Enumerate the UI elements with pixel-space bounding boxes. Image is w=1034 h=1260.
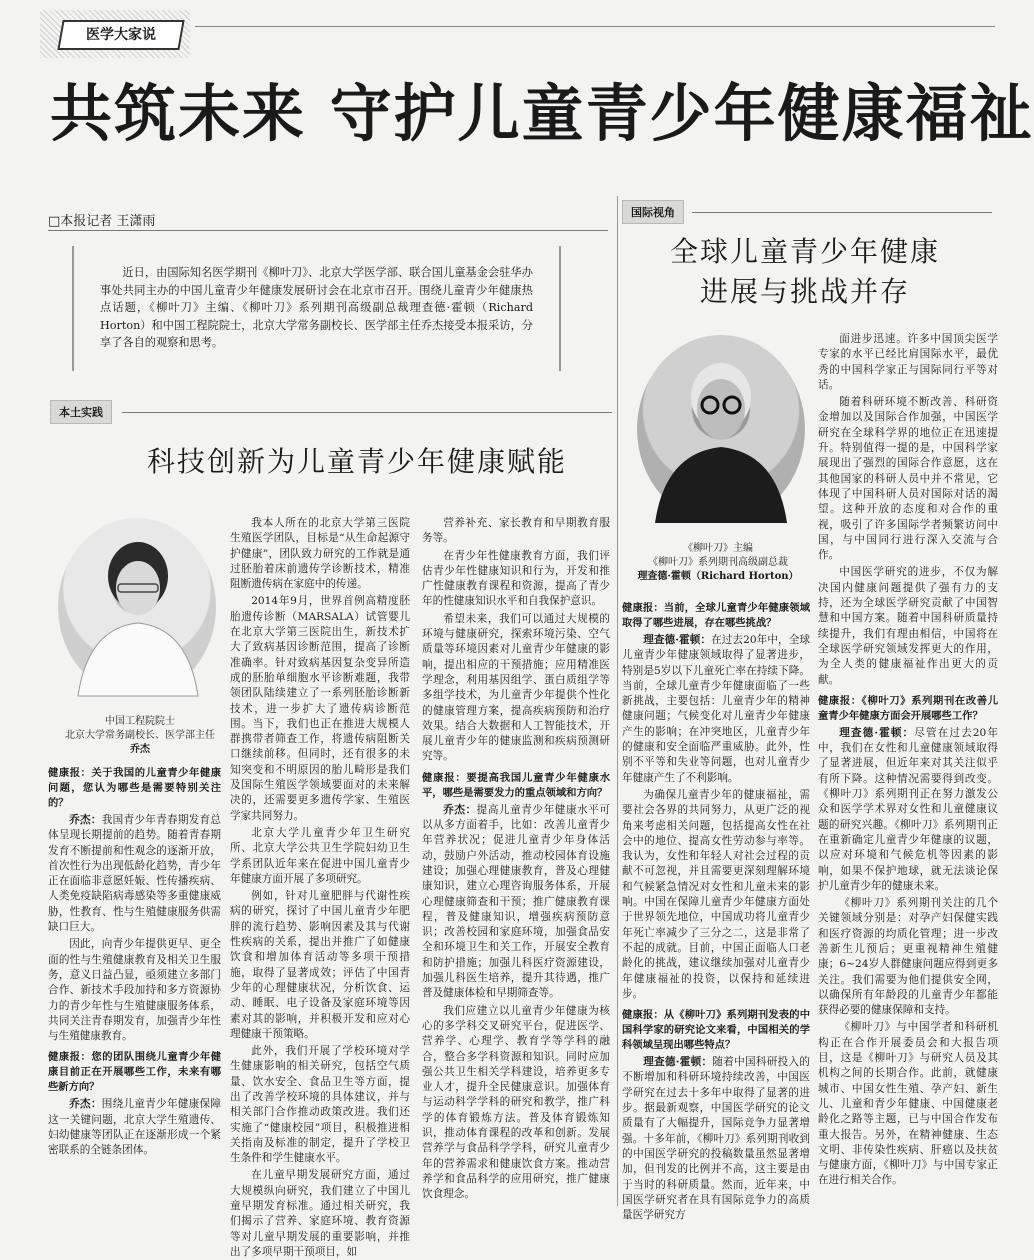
paragraph: 例如，针对儿童肥胖与代谢性疾病的研究，探讨了中国儿童青少年肥胖的流行趋势、影响因素及其与代谢性疾病的关系，提出并推广了如健康饮食和增加体育活动等多项干预措施，取得了显著成效；评估了中国青少年的心理健康状况，分析饮食、运动、睡眠、电子设备及家庭环境等因素对其的影响，并积极开发和应对心理健康干预策略。 [230, 890, 410, 1040]
paragraph: 在青少年性健康教育方面，我们评估青少年性健康知识和行为，开发和推广性健康教育课程和资源，提高了青少年的性健康知识水平和自我保护意识。 [422, 549, 610, 608]
portrait-caption-horton [618, 542, 818, 584]
section-title-local: 科技创新为儿童青少年健康赋能 [146, 445, 567, 478]
answer-text: 尽管在过去20年中，我们在女性和儿童健康领域取得了显著进展，但近年来对其关注似乎有所下降。这种情况需要得到改变。《柳叶刀》系列期刊正在努力激发公众和医学学术界对女性和儿童健康议题的研究兴趣。《柳叶刀》系列期刊正在重新确定儿童青少年健康的议题，以应对环境和气候危机等因素的影响，如果不保护地球，就无法谈论保护儿童青少年的健康未来。 [818, 726, 998, 892]
caption-line-2: 《柳叶刀》系列期刊高级副总裁 [648, 557, 788, 568]
answer [422, 803, 610, 1002]
section-tag-local: 本土实践 [50, 400, 112, 424]
column-tag [57, 20, 184, 50]
paragraph: 2014年9月，世界首例高精度胚胎遗传诊断（MARSALA）试管婴儿在北京大学第三医院出生，新技术扩大了致病基因诊断范围，提高了诊断准确率。针对致病基因复杂变异所造成的胚胎单细胞水平诊断难题，我带领团队陆续建立了一系列胚胎诊断新技术，进一步扩大了遗传病诊断范围。当下，我们也正在推进大规模人群携带者筛查工作，将遗传病阻断关口继续前移。但同时，还有很多的未知突变和不明原因的胎儿畸形是我们及国际生殖医学领域要面对的未来解决的，还需要更多遗传学家、生殖医学家共同努力。 [230, 595, 410, 822]
paragraph: 面进步迅速。许多中国顶尖医学专家的水平已经比肩国际水平，最优秀的中国科学家正与国际同行平等对话。 [818, 333, 998, 391]
question: 健康报：关于我国的儿童青少年健康问题，您认为哪些是需要特别关注的？ [48, 767, 221, 809]
answer [48, 813, 221, 935]
left-col-2 [230, 516, 410, 1258]
answer [622, 633, 810, 786]
section-rule-local [122, 412, 612, 413]
paragraph: 营养补充、家长教育和早期教育服务等。 [422, 517, 610, 545]
portrait-caption-qiao [40, 715, 240, 757]
paragraph: 在儿童早期发展研究方面，通过大规模纵向研究，我们建立了中国儿童早期发育标准。通过相关研究，我们揭示了营养、家庭环境、教育资源等对儿童早期发展的重要影响，并推出了多项早期干预项目，如 [230, 1169, 410, 1258]
answer [622, 1055, 810, 1223]
answer-text: 我国青少年青春期发育总体呈现长期提前的趋势。随着青春期发育不断提前和性观念的逐渐开放，首次性行为出现低龄化趋势，青少年正在面临非意愿妊娠、性传播疾病、人类免疫缺陷病毒感染等多重健康威胁，性教育、性与生殖健康服务供需缺口巨大。 [48, 814, 222, 934]
section-title-intl-line-2: 进展与挑战并存 [699, 275, 910, 308]
paragraph: 因此，向青少年提供更早、更全面的性与生殖健康教育及相关卫生服务，意义日益凸显，亟须建立多部门合作、新技术手段加持和多方资源协力的青少年性与生殖健康服务体系，共同关注青春期发育，加强青少年性与生殖健康教育。 [48, 938, 221, 1043]
paragraph: 北京大学儿童青少年卫生研究所、北京大学公共卫生学院妇幼卫生学系团队近年来在促进中国儿童青少年健康方面开展了多项研究。 [230, 826, 410, 885]
question: 健康报：要提高我国儿童青少年健康水平，哪些是需要发力的重点领域和方向？ [422, 771, 610, 799]
question: 健康报：《柳叶刀》系列期刊在改善儿童青少年健康方面会开展哪些工作？ [818, 694, 998, 722]
paragraph: 我本人所在的北京大学第三医院生殖医学团队，目标是“从生命起源守护健康”，团队致力研究的工作就是通过胚胎着床前遗传学诊断技术，精准阻断遗传病在家庭中的传递。 [230, 517, 410, 591]
portrait-figure-icon [58, 518, 216, 696]
caption-line-2: 北京大学常务副校长、医学部主任 [65, 730, 215, 741]
answer [48, 1097, 221, 1158]
section-rule-intl [692, 212, 992, 213]
caption-line-3: 理查德·霍顿（Richard Horton） [637, 571, 799, 582]
headline: 共筑未来 守护儿童青少年健康福祉 [50, 77, 1034, 150]
portrait-qiao-jie [58, 518, 216, 696]
intro-text: 近日，由国际知名医学期刊《柳叶刀》、北京大学医学部、联合国儿童基金会驻华办事处共同主办的中国儿童青少年健康发展研讨会在北京市召开。围绕儿童青少年健康热点话题，《柳叶刀》主编、《柳叶刀》系列期刊高级副总裁理查德·霍顿（Richard Horton）和中国工程院院士，北京大学常务副校长、医学部主任乔杰接受本报采访，分享了各自的观察和思考。 [100, 266, 533, 349]
portrait-figure-icon [637, 335, 805, 523]
byline: □本报记者 王潇雨 [48, 214, 156, 229]
answer-speaker: 乔杰： [443, 803, 477, 816]
caption-line-3: 乔杰 [130, 744, 150, 755]
header-rule [195, 26, 995, 55]
paragraph: 我们应建立以儿童青少年健康为核心的多学科交叉研究平台，促进医学、营养学、心理学、教育学等学科的融合，整合多学科资源和知识。同时应加强公共卫生相关学科建设，培养更多专业人才，提升全民健康意识。加强体育与运动科学学科的研究和教学，推广科学的体育锻炼方法。普及体育锻炼知识，推动体育课程的改革和创新。发展营养学与食品科学学科，研究儿童青少年的营养需求和健康饮食方案。推动营养学和食品科学的应用研究，推广健康饮食理念。 [422, 1004, 610, 1201]
right-col-2 [818, 332, 998, 1208]
caption-line-1: 中国工程院院士 [105, 716, 175, 727]
section-title-intl [640, 232, 970, 312]
paragraph: 此外，我们开展了学校环境对学生健康影响的相关研究，包括空气质量、饮水安全、食品卫生等方面，提出了改善学校环境的具体建议，并与相关部门合作推动政策改进。我们还实施了“健康校园”项目，积极推进相关指南及标准的制定，提升了学校卫生条件和学生健康水平。 [230, 1045, 410, 1165]
caption-line-1: 《柳叶刀》主编 [683, 543, 753, 554]
answer [818, 726, 998, 894]
question: 健康报：您的团队围绕儿童青少年健康目前正在开展哪些工作，未来有哪些新方向？ [48, 1051, 221, 1094]
byline-rule [48, 230, 608, 231]
answer-speaker: 理查德·霍顿： [643, 634, 712, 646]
paragraph: 为确保儿童青少年的健康福祉，需要社会各界的共同努力，从更广泛的视角来考虑相关问题，包括提高女性在社会中的地位、提高女性劳动参与率等。我认为，女性和年轻人对社会过程的贡献不可忽视，并且需要更深刻理解环境和气候紧急情况对女性和儿童未来的影响。中国在保障儿童青少年健康方面处于世界领先地位，中国成功将儿童青少年死亡率减少了三分之二，这是非常了不起的成就。目前，中国正面临人口老龄化的挑战，建议继续加强对儿童青少年健康福祉的投资，以保持和延续进步。 [622, 788, 810, 1000]
section-divider [617, 196, 618, 1206]
paragraph: 《柳叶刀》与中国学者和科研机构正在合作开展委员会和大报告项目，这是《柳叶刀》与研究人员及其机构之间的长期合作。此前，就健康城市、中国女性生殖、孕产妇、新生儿、儿童和青少年健康、中国健康老龄化之路等主题，已与中国合作发布重大报告。另外，在精神健康、生态文明、非传染性疾病、肝癌以及扶贫与健康方面，《柳叶刀》与中国专家正在进行相关合作。 [818, 1021, 998, 1187]
answer-speaker: 理查德·霍顿： [839, 726, 915, 739]
question: 健康报：从《柳叶刀》系列期刊发表的中国科学家的研究论文来看，中国相关的学科领域呈现出哪些特点？ [622, 1009, 810, 1052]
intro-box [72, 246, 561, 371]
answer-text: 提高儿童青少年健康水平可以从多方面着手，比如：改善儿童青少年营养状况；促进儿童青少年身体活动，鼓励户外活动，推动校园体育设施建设；加强心理健康教育，普及心理健康知识，建立心理咨询服务体系，开展心理健康筛查和干预；推广健康教育课程，普及健康知识，增强疾病预防意识；改善校园和家庭环境，加强食品安全和环境卫生和关工作，开展安全教育和防护措施；加强儿科医疗资源建设，加强儿科医生培养，提升其待遇，推广普及健康体检和早期筛查等。 [422, 803, 611, 1000]
section-title-intl-line-1: 全球儿童青少年健康 [669, 235, 940, 268]
column-tag-label: 医学大家说 [86, 27, 156, 43]
paragraph: 中国医学研究的进步，不仅为解决国内健康问题提供了强有力的支持，还为全球医学研究贡献了中国智慧和中国方案。随着中国科研质量持续提升，我们有理由相信，中国将在全球医学研究领域发挥更大的作用，为全人类的健康福祉作出更大的贡献。 [818, 566, 998, 686]
left-col-3 [422, 516, 610, 1208]
portrait-richard-horton [637, 335, 805, 523]
answer-text: 在过去20年中，全球儿童青少年健康领域取得了显著进步，特别是5岁以下儿童死亡率在持续下降。当前，全球儿童青少年健康面临了一些新挑战，主要包括：儿童青少年的精神健康问题；气候变化对儿童青少年健康产生的影响；在冲突地区，儿童青少年的健康和安全面临严重威胁。此外，性别不平等和失业等问题，也对儿童青少年健康产生了不利影响。 [622, 634, 810, 784]
answer-speaker: 乔杰： [69, 1098, 102, 1111]
paragraph: 希望未来，我们可以通过大规模的环境与健康研究，探索环境污染、空气质量等环境因素对儿童青少年健康的影响，提出相应的干预措施；应用精准医学理念，利用基因组学、蛋白质组学等多组学技术，为儿童青少年提供个性化的健康管理方案，提高疾病预防和治疗效果。结合大数据和人工智能技术，开展儿童青少年的健康监测和疾病预测研究等。 [422, 612, 610, 763]
paragraph: 随着科研环境不断改善、科研资金增加以及国际合作加强，中国医学研究在全球科学界的地位正在迅速提升。特别值得一提的是，中国科学家展现出了强烈的国际合作意愿，这在其他国家的科研人员中并不常见，它体现了中国科研人员对国际对话的渴望。这种开放的态度和对合作的重视，吸引了许多国际学者频繁访问中国，与中国同行进行深入交流与合作。 [818, 396, 998, 562]
answer-speaker: 乔杰： [69, 814, 102, 826]
answer-text: 围绕儿童青少年健康保障这一关键问题，北京大学生殖遗传、妇幼健康等团队正在逐渐形成一个紧密联系的全链条团体。 [48, 1098, 222, 1157]
section-tag-intl: 国际视角 [622, 200, 684, 224]
answer-speaker: 理查德·霍顿： [643, 1056, 713, 1069]
paragraph: 《柳叶刀》系列期刊关注的几个关键领域分别是：对孕产妇保健实践和医疗资源的均质化管理；进一步改善新生儿预后；更重视精神生殖健康；6~24岁人群健康问题应得到更多关注。我们需要为他们提供安全网，以确保所有年龄段的儿童青少年都能获得必要的健康保障和支持。 [818, 897, 998, 1017]
answer-text: 随着中国科研投入的不断增加和科研环境持续改善，中国医学研究在过去十多年中取得了显著的进步。据最新观察，中国医学研究的论文质量有了大幅提升，国际竞争力显著增强。十多年前，《柳叶刀》系列期刊收到的中国医学研究的投稿数量虽然显著增加，但刊发的比例并不高，这主要是由于当时的科研质量。然而，近年来，中国医学研究者在具有国际竞争力的高质量医学研究方 [622, 1056, 810, 1222]
right-col-1 [622, 595, 810, 1222]
left-col-1 [48, 760, 221, 1208]
question: 健康报：当前，全球儿童青少年健康领域取得了哪些进展，存在哪些挑战？ [622, 602, 810, 629]
